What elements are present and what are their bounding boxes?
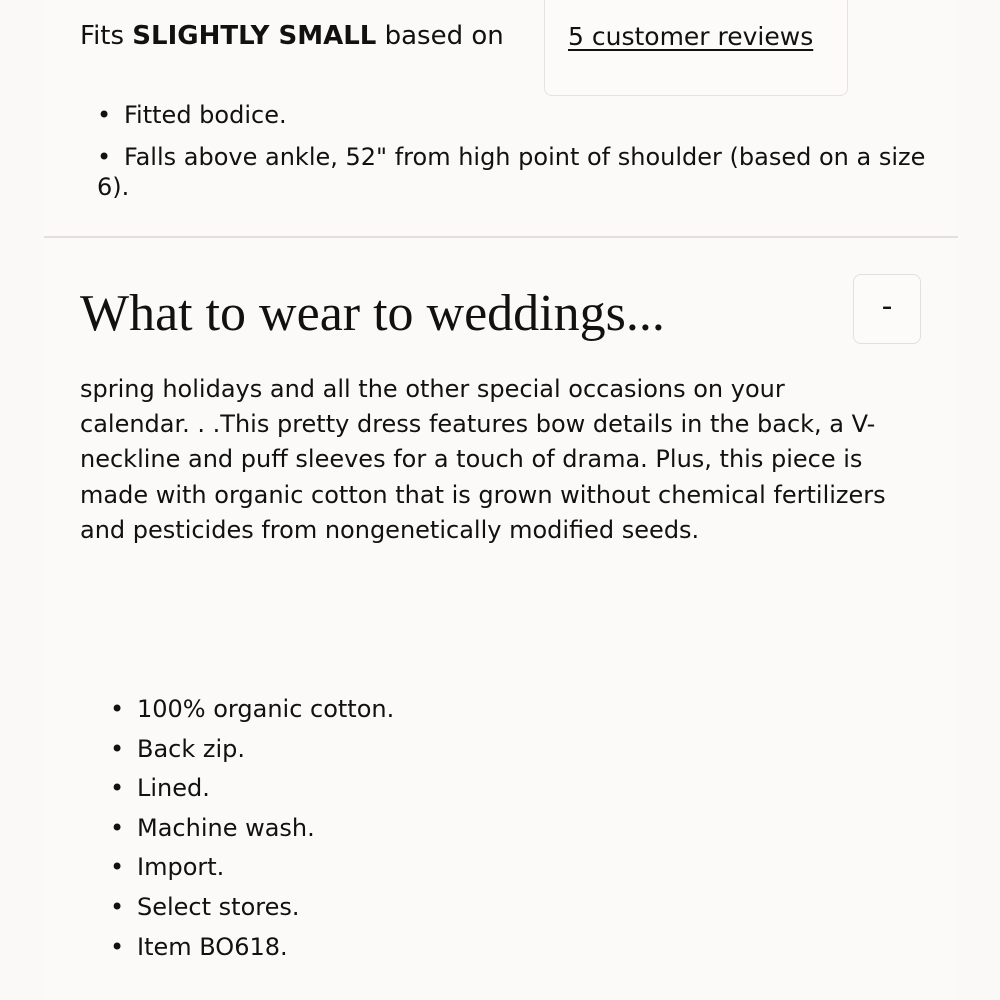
fit-details-list xyxy=(97,100,927,214)
list-item xyxy=(110,773,394,813)
list-item xyxy=(110,852,394,892)
list-item-text: Back zip. xyxy=(137,734,246,763)
list-item-text: Import. xyxy=(137,853,225,882)
product-description: spring holidays and all the other special occasions on your calendar. . .This pretty dress features bow details in the back, a V-neckline and puff sleeves for a touch of drama. Plus, this piece is made with organic cotton that is grown without chemical fertilizers and pesticides from nongenetically modified seeds. xyxy=(80,375,886,544)
bullet-icon: • xyxy=(110,853,125,882)
list-item-text: Fitted bodice. xyxy=(124,101,287,129)
bullet-icon: • xyxy=(110,813,125,842)
list-item xyxy=(110,813,394,853)
bullet-icon: • xyxy=(110,695,125,723)
list-item xyxy=(97,100,927,130)
bullet-icon: • xyxy=(110,932,125,961)
bullet-icon: • xyxy=(110,774,125,803)
fit-prefix: Fits xyxy=(80,21,125,51)
customer-reviews-link[interactable]: 5 customer reviews xyxy=(568,22,814,51)
bullet-icon: • xyxy=(110,892,125,921)
bullet-icon: • xyxy=(97,143,112,171)
list-item-text: Item BO618. xyxy=(137,932,288,961)
product-details-list xyxy=(110,694,394,971)
list-item-text: Select stores. xyxy=(137,892,300,921)
list-item xyxy=(110,734,394,774)
bullet-icon: • xyxy=(110,734,125,763)
list-item xyxy=(110,932,394,972)
fit-suffix: based on xyxy=(384,21,504,51)
fit-summary xyxy=(80,18,504,54)
bullet-icon: • xyxy=(97,101,112,129)
list-item xyxy=(97,142,927,202)
section-divider xyxy=(44,236,958,238)
list-item xyxy=(110,892,394,932)
collapse-section-button[interactable]: - xyxy=(853,274,921,344)
section-title: What to wear to weddings... xyxy=(80,285,665,342)
list-item-text: 100% organic cotton. xyxy=(137,695,395,723)
list-item-text: Falls above ankle, 52" from high point of shoulder (based on a size 6). xyxy=(97,143,926,201)
list-item-text: Machine wash. xyxy=(137,813,315,842)
list-item xyxy=(110,694,394,734)
list-item-text: Lined. xyxy=(137,774,210,803)
fit-size: SLIGHTLY SMALL xyxy=(132,21,377,51)
